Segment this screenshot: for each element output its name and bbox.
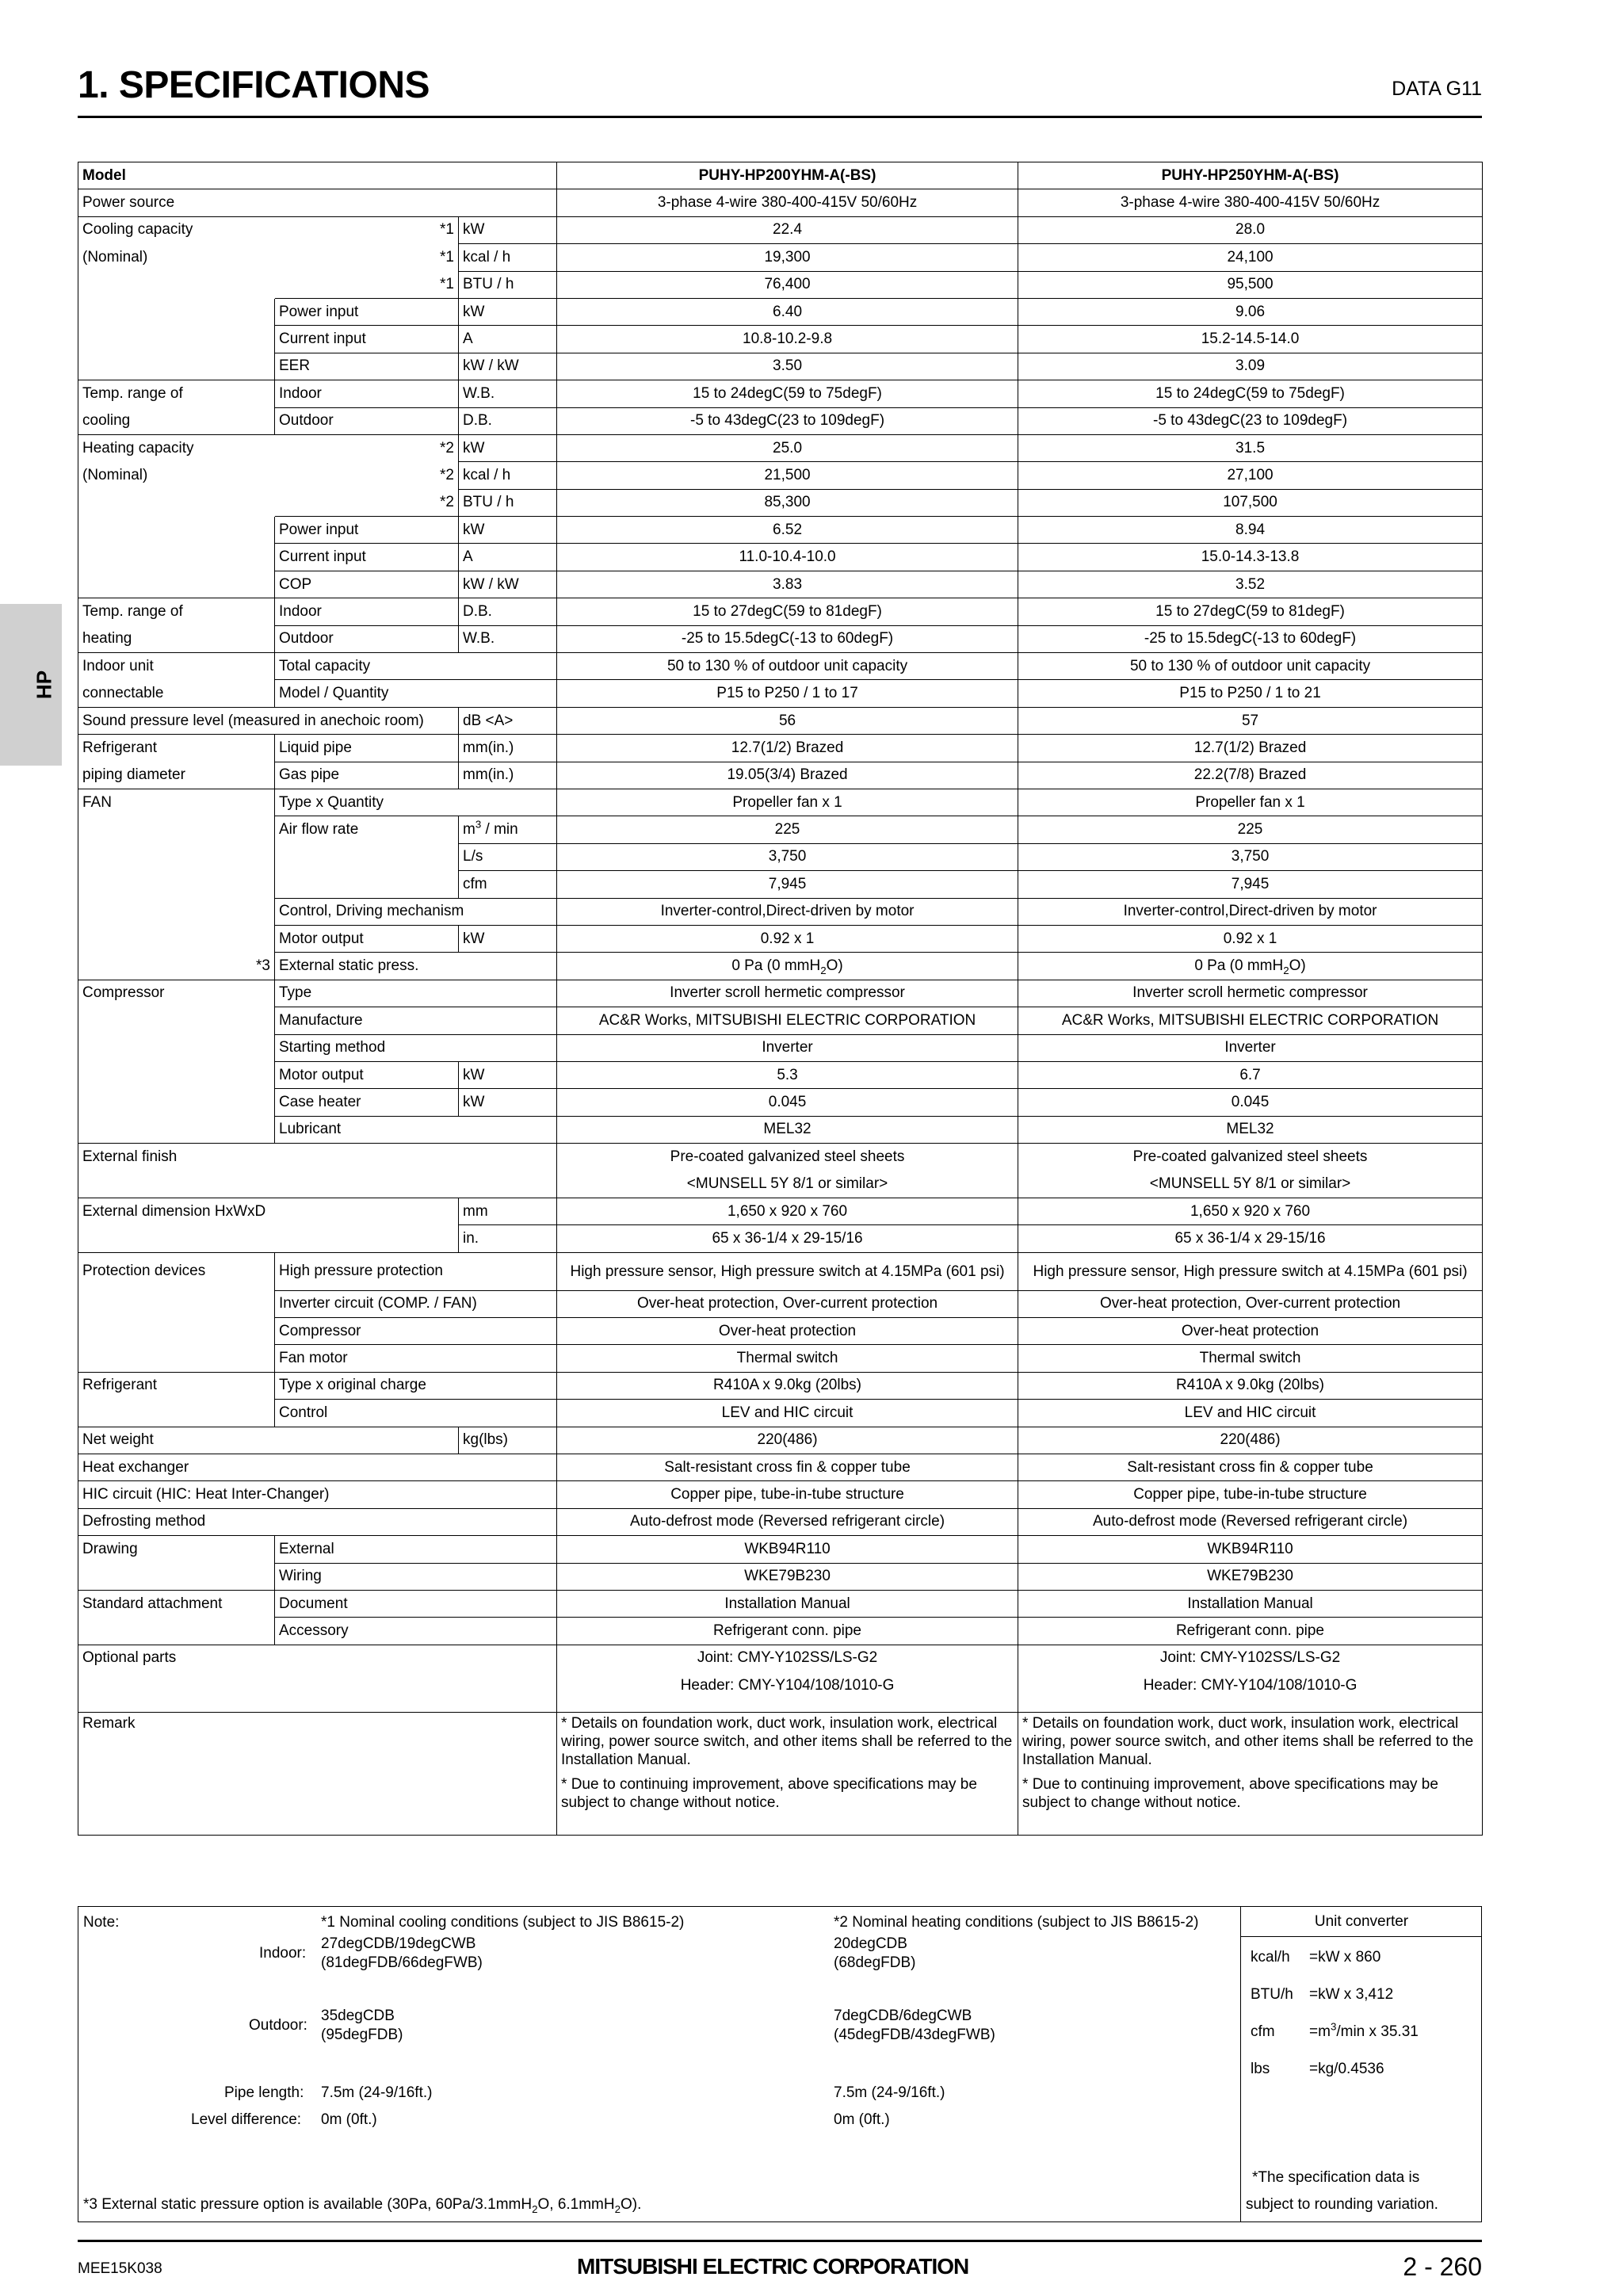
static-pressure-note: *3 External static pressure option is available (30Pa, 60Pa/3.1mmH$_2$O, 6.1mmH$_2$O). bbox=[83, 2196, 642, 2215]
outdoor-label: Outdoor: bbox=[249, 2017, 307, 2034]
table-row: (Nominal) *2 kcal / h 21,500 27,100 bbox=[78, 462, 1483, 489]
table-row: *1 BTU / h 76,400 95,500 bbox=[78, 271, 1483, 298]
table-row: Refrigerant Type x original charge R410A x 9.0kg (20lbs) R410A x 9.0kg (20lbs) bbox=[78, 1372, 1483, 1399]
unit-converter-title: Unit converter bbox=[1241, 1907, 1482, 1937]
table-row: Remark * Details on foundation work, duct work, insulation work, electrical wiring, power source switch, and other items shall be referred to the Installation Manual. * Due to continuing improvement, above specifications may be subject to change without notice. * Details on foundation work, duct work, insulation work, electrical wiring, power source switch, and other items shall be referred to the Installation Manual. * Due to continuing improvement, above specifications may be subject to change without notice. bbox=[78, 1713, 1483, 1836]
table-row: Heat exchanger Salt-resistant cross fin & copper tube Salt-resistant cross fin & copper tube bbox=[78, 1454, 1483, 1480]
model-2: PUHY-HP250YHM-A(-BS) bbox=[1018, 162, 1483, 189]
table-row: Control, Driving mechanism Inverter-control,Direct-driven by motor Inverter-control,Direct-driven by motor bbox=[78, 898, 1483, 925]
table-row: Heating capacity *2 kW 25.0 31.5 bbox=[78, 434, 1483, 461]
header-rule bbox=[78, 116, 1482, 118]
table-row: EER kW / kW 3.50 3.09 bbox=[78, 353, 1483, 380]
note-label: Note: bbox=[83, 1914, 120, 1931]
table-row: Drawing External WKB94R110 WKB94R110 bbox=[78, 1536, 1483, 1563]
table-row: connectable Model / Quantity P15 to P250 / 1 to 17 P15 to P250 / 1 to 21 bbox=[78, 680, 1483, 707]
pipe-length-label: Pipe length: bbox=[224, 2084, 304, 2101]
heating-conditions-head: *2 Nominal heating conditions (subject to JIS B8615-2) bbox=[834, 1914, 1199, 1931]
table-row: Header: CMY-Y104/108/1010-G Header: CMY-Y104/108/1010-G bbox=[78, 1672, 1483, 1699]
page-title: 1. SPECIFICATIONS bbox=[78, 64, 430, 106]
table-row: Fan motor Thermal switch Thermal switch bbox=[78, 1345, 1483, 1372]
table-row: Accessory Refrigerant conn. pipe Refrigerant conn. pipe bbox=[78, 1618, 1483, 1645]
table-row: Defrosting method Auto-defrost mode (Reversed refrigerant circle) Auto-defrost mode (Reversed refrigerant circle) bbox=[78, 1508, 1483, 1535]
table-row: *3 External static press. 0 Pa (0 mmH$_2$O) 0 Pa (0 mmH$_2$O) bbox=[78, 953, 1483, 980]
side-tab-label: HP bbox=[32, 670, 56, 700]
table-row: Control LEV and HIC circuit LEV and HIC circuit bbox=[78, 1400, 1483, 1427]
table-row: Power input kW 6.52 8.94 bbox=[78, 517, 1483, 544]
spec-table bbox=[78, 162, 1483, 1836]
table-row: Indoor unit Total capacity 50 to 130 % of outdoor unit capacity 50 to 130 % of outdoor unit capacity bbox=[78, 653, 1483, 680]
table-header-row bbox=[78, 162, 1483, 189]
notes-box: Note: *1 Nominal cooling conditions (subject to JIS B8615-2) *2 Nominal heating conditions (subject to JIS B8615-2) Indoor: 27degCDB/19degCWB (81degFDB/66degFWB) 20degCDB (68degFDB) Outdoor: 35degCDB (95degFDB) 7degCDB/6degCWB (45degFDB/43degFWB) Pipe length: 7.5m (24-9/16ft.) 7.5m (24-9/16ft.) Level difference: 0m (0ft.) 0m (0ft.) *3 External static pressure option is available (30Pa, 60Pa/3.1mmH$_2$O, 6.1mmH$_2$O). Unit converter kcal/h =kW x 860 BTU/h =kW x 3,412 cfm $=m^3/\min$ x 35.31 lbs =kg/0.4536 *The specification data is subject to rounding variation. bbox=[78, 1906, 1482, 2222]
table-row: Optional parts Joint: CMY-Y102SS/LS-G2 Joint: CMY-Y102SS/LS-G2 bbox=[78, 1645, 1483, 1671]
table-row: <MUNSELL 5Y 8/1 or similar> <MUNSELL 5Y 8/1 or similar> bbox=[78, 1171, 1483, 1198]
unit-converter: Unit converter kcal/h =kW x 860 BTU/h =kW x 3,412 cfm $=m^3/\min$ x 35.31 lbs =kg/0.4536 *The specification data is subject to rounding variation. bbox=[1240, 1907, 1482, 2222]
remark-improvement: * Due to continuing improvement, above specifications may be subject to change without notice. bbox=[561, 1776, 977, 1812]
table-row: FAN Type x Quantity Propeller fan x 1 Propeller fan x 1 bbox=[78, 789, 1483, 816]
table-row: *2 BTU / h 85,300 107,500 bbox=[78, 489, 1483, 516]
table-row: Motor output kW 5.3 6.7 bbox=[78, 1061, 1483, 1088]
corporation-logo-text: MITSUBISHI ELECTRIC CORPORATION bbox=[577, 2254, 969, 2279]
table-row: Refrigerant Liquid pipe mm(in.) 12.7(1/2) Brazed 12.7(1/2) Brazed bbox=[78, 735, 1483, 762]
side-tab-hp bbox=[0, 604, 62, 766]
table-row: Motor output kW 0.92 x 1 0.92 x 1 bbox=[78, 925, 1483, 952]
table-row: cooling Outdoor D.B. -5 to 43degC(23 to 109degF) -5 to 43degC(23 to 109degF) bbox=[78, 407, 1483, 434]
indoor-label: Indoor: bbox=[259, 1945, 307, 1962]
model-label: Model bbox=[78, 162, 557, 189]
table-row: Inverter circuit (COMP. / FAN) Over-heat protection, Over-current protection Over-heat protection, Over-current protection bbox=[78, 1290, 1483, 1317]
page-number: 2 - 260 bbox=[1403, 2252, 1482, 2281]
table-row: COP kW / kW 3.83 3.52 bbox=[78, 571, 1483, 598]
data-code: DATA G11 bbox=[1392, 78, 1482, 100]
table-row: Current input A 10.8-10.2-9.8 15.2-14.5-14.0 bbox=[78, 326, 1483, 353]
table-row: Compressor Type Inverter scroll hermetic compressor Inverter scroll hermetic compressor bbox=[78, 980, 1483, 1007]
document-code: MEE15K038 bbox=[78, 2260, 162, 2277]
table-row: External finish Pre-coated galvanized steel sheets Pre-coated galvanized steel sheets bbox=[78, 1144, 1483, 1171]
footer-rule bbox=[78, 2240, 1482, 2242]
remark-details: * Details on foundation work, duct work, insulation work, electrical wiring, power source switch, and other items shall be referred to the Installation Manual. bbox=[561, 1715, 1013, 1769]
table-row: Compressor Over-heat protection Over-heat protection bbox=[78, 1318, 1483, 1345]
table-row: Cooling capacity *1 kW 22.4 28.0 bbox=[78, 216, 1483, 243]
table-row: HIC circuit (HIC: Heat Inter-Changer) Copper pipe, tube-in-tube structure Copper pipe, tube-in-tube structure bbox=[78, 1481, 1483, 1508]
table-row: (Nominal) *1 kcal / h 19,300 24,100 bbox=[78, 244, 1483, 271]
table-row: Temp. range of Indoor D.B. 15 to 27degC(59 to 81degF) 15 to 27degC(59 to 81degF) bbox=[78, 598, 1483, 625]
table-row: Power source 3-phase 4-wire 380-400-415V 50/60Hz 3-phase 4-wire 380-400-415V 50/60Hz bbox=[78, 189, 1483, 216]
table-row bbox=[78, 1699, 1483, 1713]
table-row: in. 65 x 36-1/4 x 29-15/16 65 x 36-1/4 x 29-15/16 bbox=[78, 1225, 1483, 1252]
model-1: PUHY-HP200YHM-A(-BS) bbox=[557, 162, 1018, 189]
table-row: Air flow rate $m^3$ / min 225 225 bbox=[78, 816, 1483, 843]
remark-improvement: * Due to continuing improvement, above specifications may be subject to change without notice. bbox=[1022, 1776, 1438, 1812]
table-row: heating Outdoor W.B. -25 to 15.5degC(-13 to 60degF) -25 to 15.5degC(-13 to 60degF) bbox=[78, 625, 1483, 652]
table-row: Temp. range of Indoor W.B. 15 to 24degC(59 to 75degF) 15 to 24degC(59 to 75degF) bbox=[78, 380, 1483, 407]
table-row: L/s 3,750 3,750 bbox=[78, 843, 1483, 870]
table-row: Lubricant MEL32 MEL32 bbox=[78, 1116, 1483, 1143]
table-row: Wiring WKE79B230 WKE79B230 bbox=[78, 1563, 1483, 1590]
cooling-conditions-head: *1 Nominal cooling conditions (subject to JIS B8615-2) bbox=[321, 1914, 685, 1931]
table-row: cfm 7,945 7,945 bbox=[78, 871, 1483, 898]
table-row: Current input A 11.0-10.4-10.0 15.0-14.3-13.8 bbox=[78, 544, 1483, 571]
table-row: Standard attachment Document Installation Manual Installation Manual bbox=[78, 1590, 1483, 1617]
table-row: Protection devices High pressure protection High pressure sensor, High pressure switch at 4.15MPa (601 psi) High pressure sensor, High pressure switch at 4.15MPa (601 psi) bbox=[78, 1252, 1483, 1290]
table-row: Power input kW 6.40 9.06 bbox=[78, 298, 1483, 325]
remark-details: * Details on foundation work, duct work, insulation work, electrical wiring, power source switch, and other items shall be referred to the Installation Manual. bbox=[1022, 1715, 1474, 1769]
table-row: Net weight kg(lbs) 220(486) 220(486) bbox=[78, 1427, 1483, 1454]
table-row: Sound pressure level (measured in anechoic room) dB <A> 56 57 bbox=[78, 707, 1483, 734]
level-difference-label: Level difference: bbox=[191, 2111, 302, 2128]
table-row: Case heater kW 0.045 0.045 bbox=[78, 1089, 1483, 1116]
table-row: External dimension HxWxD mm 1,650 x 920 x 760 1,650 x 920 x 760 bbox=[78, 1198, 1483, 1224]
table-row: Starting method Inverter Inverter bbox=[78, 1034, 1483, 1061]
table-row: piping diameter Gas pipe mm(in.) 19.05(3/4) Brazed 22.2(7/8) Brazed bbox=[78, 762, 1483, 789]
table-row: Manufacture AC&R Works, MITSUBISHI ELECTRIC CORPORATION AC&R Works, MITSUBISHI ELECTRIC CORPORATION bbox=[78, 1007, 1483, 1034]
